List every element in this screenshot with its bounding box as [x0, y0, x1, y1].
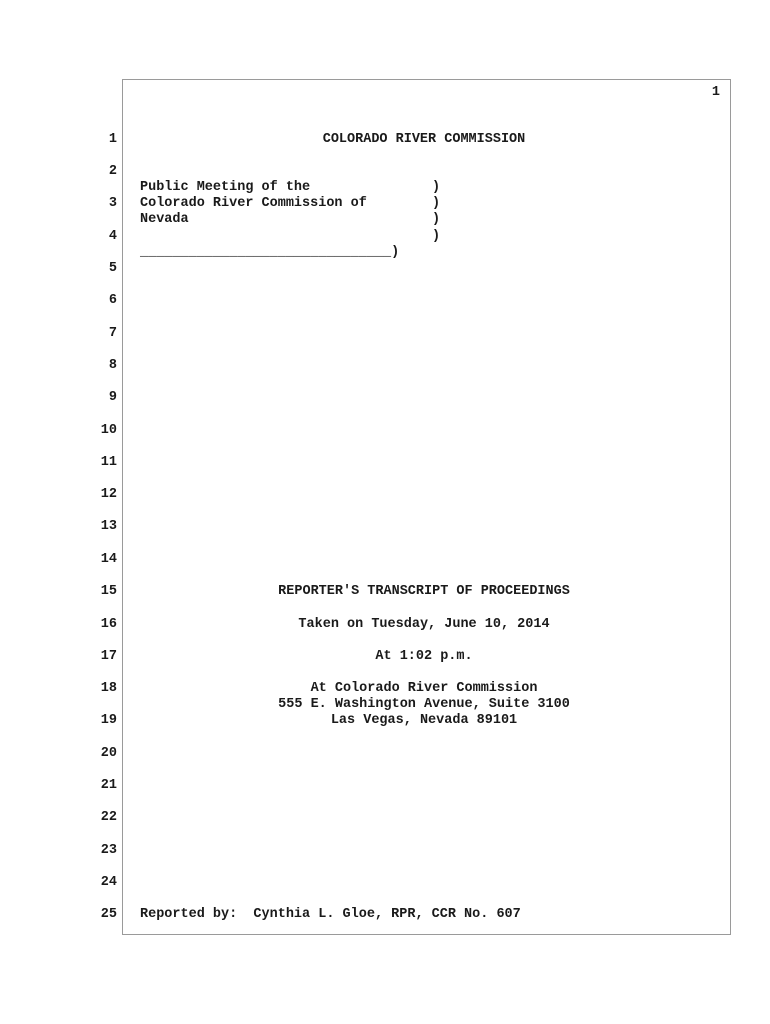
page-number: 1	[711, 85, 720, 100]
line-number: 2	[108, 164, 117, 179]
line-number: 14	[100, 552, 117, 567]
line-number: 23	[100, 843, 117, 858]
line-number: 8	[108, 358, 117, 373]
line-number: 9	[108, 390, 117, 405]
line-number: 13	[100, 519, 117, 534]
line-number: 19	[100, 713, 117, 728]
line-number-column	[0, 0, 117, 1024]
line-number: 20	[100, 746, 117, 761]
caption-paren: )	[432, 229, 441, 244]
line-number: 5	[108, 261, 117, 276]
reported-by: Reported by: Cynthia L. Gloe, RPR, CCR No. 607	[140, 907, 521, 922]
line-number: 1	[108, 132, 117, 147]
line-number: 10	[100, 423, 117, 438]
caption-line: Colorado River Commission of	[140, 196, 367, 211]
caption-line: Public Meeting of the	[140, 180, 311, 195]
line-number: 17	[100, 649, 117, 664]
caption-paren: )	[432, 212, 441, 227]
location-line-1: At Colorado River Commission	[310, 681, 538, 696]
line-number: 12	[100, 487, 117, 502]
caption-paren: )	[432, 196, 441, 211]
taken-on-date: Taken on Tuesday, June 10, 2014	[298, 617, 550, 632]
caption-paren: )	[432, 180, 441, 195]
caption-line: Nevada	[140, 212, 189, 227]
document-title: COLORADO RIVER COMMISSION	[322, 132, 526, 147]
line-number: 16	[100, 617, 117, 632]
line-number: 18	[100, 681, 117, 696]
line-number: 21	[100, 778, 117, 793]
line-number: 24	[100, 875, 117, 890]
caption-underline: _______________________________)	[140, 245, 400, 260]
line-number: 7	[108, 326, 117, 341]
line-number: 6	[108, 293, 117, 308]
line-number: 22	[100, 810, 117, 825]
line-number: 4	[108, 229, 117, 244]
transcript-heading: REPORTER'S TRANSCRIPT OF PROCEEDINGS	[278, 584, 570, 599]
meeting-time: At 1:02 p.m.	[375, 649, 473, 664]
location-line-2: 555 E. Washington Avenue, Suite 3100	[278, 697, 570, 712]
line-number: 15	[100, 584, 117, 599]
line-number: 25	[100, 907, 117, 922]
location-line-3: Las Vegas, Nevada 89101	[330, 713, 518, 728]
line-number: 11	[100, 455, 117, 470]
line-number: 3	[108, 196, 117, 211]
